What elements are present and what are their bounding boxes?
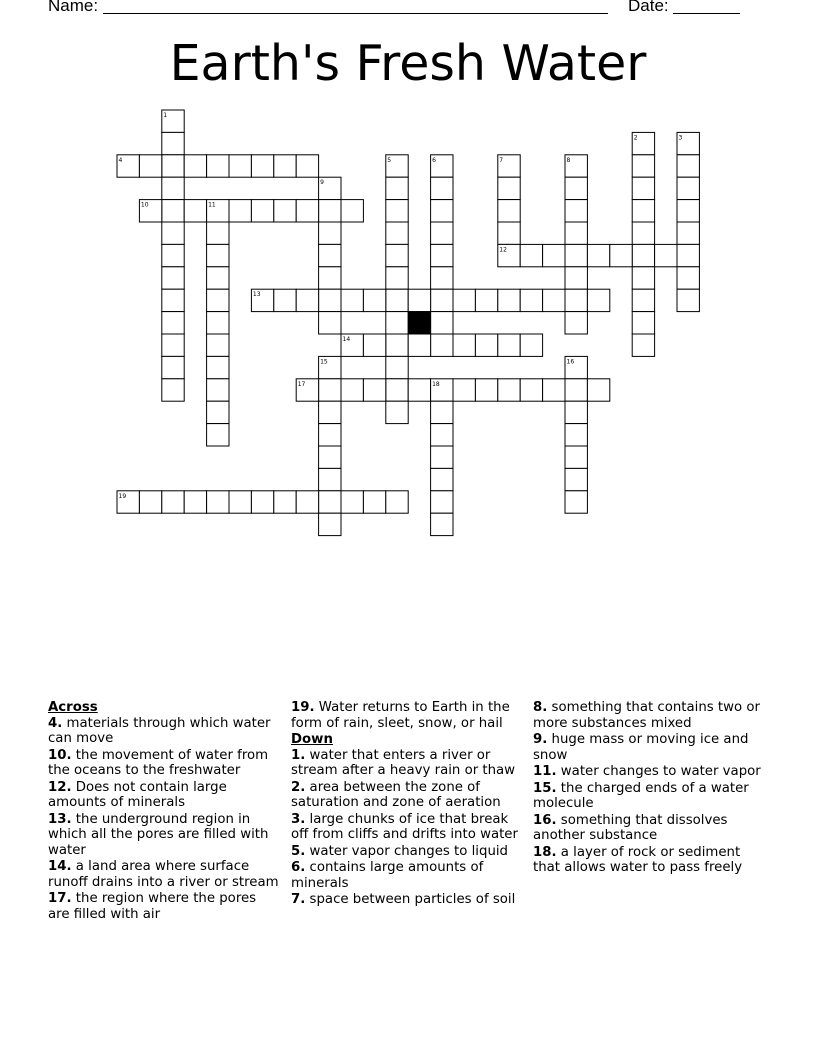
grid-cell[interactable]	[565, 267, 587, 289]
grid-cell[interactable]	[319, 267, 341, 289]
clue-number: 9	[320, 179, 324, 187]
grid-cell[interactable]	[319, 244, 341, 266]
grid-cell[interactable]	[408, 289, 430, 311]
grid-cell[interactable]	[207, 267, 229, 289]
grid-cell[interactable]	[498, 289, 520, 311]
grid-cell[interactable]	[229, 491, 251, 513]
clue-down-6: 6. contains large amounts of minerals	[291, 860, 484, 891]
grid-cell[interactable]	[184, 200, 206, 222]
grid-cell[interactable]	[139, 491, 161, 513]
grid-cell[interactable]	[162, 244, 184, 266]
grid-cell[interactable]	[431, 513, 453, 535]
grid-cell[interactable]	[296, 491, 318, 513]
grid-cell[interactable]	[677, 200, 699, 222]
grid-cell[interactable]	[587, 379, 609, 401]
grid-cell[interactable]	[431, 267, 453, 289]
clue-number: 7	[499, 156, 504, 164]
grid-cell[interactable]	[386, 200, 408, 222]
clue-across-19: 19. Water returns to Earth in the form of rain, sleet, snow, or hail	[291, 700, 510, 731]
clue-down-18: 18. a layer of rock or sediment that allows water to pass freely	[533, 844, 743, 875]
clue-number: 18	[432, 380, 440, 388]
clue-number: 6	[432, 156, 436, 164]
grid-cell[interactable]	[162, 155, 184, 177]
grid-cell[interactable]	[565, 312, 587, 334]
clue-down-8: 8. something that contains two or more substances mixed	[533, 700, 760, 731]
grid-cell[interactable]	[498, 177, 520, 199]
grid-cell[interactable]	[565, 222, 587, 244]
grid-cell[interactable]	[453, 334, 475, 356]
grid-cell[interactable]	[431, 222, 453, 244]
grid-cell[interactable]	[431, 424, 453, 446]
grid-cell[interactable]	[520, 379, 542, 401]
clue-across-10: 10. the movement of water from the oceans to the freshwater	[48, 747, 269, 778]
name-label: Name:	[48, 0, 99, 15]
grid-cell[interactable]	[184, 155, 206, 177]
grid-cell[interactable]	[632, 222, 654, 244]
grid-cell[interactable]	[319, 312, 341, 334]
clue-number: 16	[566, 358, 575, 366]
grid-cell[interactable]	[251, 200, 273, 222]
grid-cell[interactable]	[610, 244, 632, 266]
grid-cell[interactable]	[207, 401, 229, 423]
clue-across-12: 12. Does not contain large amounts of minerals	[48, 779, 227, 810]
grid-cell[interactable]	[565, 244, 587, 266]
clue-number: 3	[678, 134, 683, 142]
grid-cell[interactable]	[431, 289, 453, 311]
grid-cell[interactable]	[207, 379, 229, 401]
clue-number: 17	[297, 380, 306, 388]
grid-cell[interactable]	[498, 200, 520, 222]
clue-down-11: 11. water changes to water vapor	[533, 764, 761, 779]
grid-cell[interactable]	[386, 312, 408, 334]
grid-cell[interactable]	[475, 379, 497, 401]
grid-cell[interactable]	[319, 200, 341, 222]
grid-cell[interactable]	[655, 244, 677, 266]
grid-cell[interactable]	[386, 177, 408, 199]
grid-cell[interactable]	[408, 379, 430, 401]
grid-cell[interactable]	[207, 244, 229, 266]
grid-cell[interactable]	[431, 468, 453, 490]
clue-across-14: 14. a land area where surface runoff drains into a river or stream	[48, 859, 279, 890]
grid-cell[interactable]	[431, 177, 453, 199]
grid-cell[interactable]	[386, 267, 408, 289]
grid-cell[interactable]	[251, 491, 273, 513]
clue-number: 5	[387, 156, 392, 164]
grid-cell[interactable]	[296, 200, 318, 222]
grid-cell[interactable]	[274, 200, 296, 222]
grid-cell[interactable]	[341, 200, 363, 222]
grid-cell[interactable]	[162, 132, 184, 154]
across-heading: Across	[48, 700, 98, 715]
grid-cell[interactable]	[184, 491, 206, 513]
grid-cell[interactable]	[207, 289, 229, 311]
grid-cell[interactable]	[677, 222, 699, 244]
grid-cell[interactable]	[341, 289, 363, 311]
grid-cell[interactable]	[162, 289, 184, 311]
clue-down-1: 1. water that enters a river or stream after a heavy rain or thaw	[291, 747, 516, 778]
grid-cell[interactable]	[431, 491, 453, 513]
grid-cell[interactable]	[632, 155, 654, 177]
grid-cell[interactable]	[274, 289, 296, 311]
grid-cell[interactable]	[408, 334, 430, 356]
grid-cell[interactable]	[632, 177, 654, 199]
grid-cell[interactable]	[386, 491, 408, 513]
grid-cell[interactable]	[431, 446, 453, 468]
grid-cell[interactable]	[565, 289, 587, 311]
page-title: Earth's Fresh Water	[169, 35, 647, 92]
grid-cell[interactable]	[162, 267, 184, 289]
grid-cell[interactable]	[162, 491, 184, 513]
grid-cell[interactable]	[319, 289, 341, 311]
grid-cell[interactable]	[677, 155, 699, 177]
grid-cell[interactable]	[498, 222, 520, 244]
grid-cell[interactable]	[363, 334, 385, 356]
grid-cell[interactable]	[207, 222, 229, 244]
clue-down-9: 9. huge mass or moving ice and snow	[533, 732, 749, 763]
grid-cell[interactable]	[520, 289, 542, 311]
grid-cell[interactable]	[565, 401, 587, 423]
clues-column-2	[291, 700, 523, 909]
grid-cell[interactable]	[543, 244, 565, 266]
grid-cell[interactable]	[207, 424, 229, 446]
grid-cell[interactable]	[207, 155, 229, 177]
clue-across-13: 13. the underground region in which all the pores are filled with water	[48, 811, 269, 858]
grid-cell[interactable]	[162, 177, 184, 199]
grid-cell[interactable]	[453, 289, 475, 311]
grid-cell[interactable]	[319, 468, 341, 490]
grid-cell[interactable]	[386, 379, 408, 401]
grid-cell[interactable]	[341, 491, 363, 513]
grid-cell[interactable]	[363, 289, 385, 311]
grid-cell[interactable]	[565, 446, 587, 468]
grid-cell[interactable]	[296, 155, 318, 177]
grid-cell[interactable]	[207, 334, 229, 356]
grid-cell[interactable]	[274, 155, 296, 177]
clue-number: 11	[208, 201, 216, 209]
clue-number: 8	[566, 156, 571, 164]
grid-cell[interactable]	[386, 334, 408, 356]
clue-number: 10	[140, 201, 149, 209]
grid-cell[interactable]	[632, 267, 654, 289]
grid-cell[interactable]	[565, 468, 587, 490]
grid-cell[interactable]	[565, 491, 587, 513]
grid-cell[interactable]	[319, 491, 341, 513]
grid-cell[interactable]	[319, 446, 341, 468]
clue-number: 1	[163, 112, 168, 119]
grid-cell[interactable]	[319, 401, 341, 423]
grid-cell[interactable]	[475, 289, 497, 311]
grid-cell[interactable]	[453, 379, 475, 401]
grid-cell[interactable]	[386, 289, 408, 311]
grid-cell[interactable]	[207, 356, 229, 378]
clue-down-15: 15. the charged ends of a water molecule	[533, 780, 749, 811]
date-label: Date:	[628, 0, 669, 15]
grid-cell[interactable]	[162, 356, 184, 378]
clue-down-3: 3. large chunks of ice that break off from cliffs and drifts into water	[291, 811, 518, 842]
grid-cell[interactable]	[565, 200, 587, 222]
grid-cell[interactable]	[431, 312, 453, 334]
grid-cell[interactable]	[162, 379, 184, 401]
grid-cell[interactable]	[386, 401, 408, 423]
grid-cell[interactable]	[386, 222, 408, 244]
grid-cell[interactable]	[162, 312, 184, 334]
grid-cell[interactable]	[632, 312, 654, 334]
grid-cell[interactable]	[543, 379, 565, 401]
grid-cell[interactable]	[565, 379, 587, 401]
clue-number: 2	[633, 134, 638, 142]
grid-cell[interactable]	[587, 244, 609, 266]
grid-cell[interactable]	[677, 177, 699, 199]
grid-cell[interactable]	[162, 334, 184, 356]
grid-cell[interactable]	[207, 491, 229, 513]
clue-across-17: 17. the region where the pores are filled with air	[48, 891, 257, 922]
grid-cell[interactable]	[632, 334, 654, 356]
clue-across-4: 4. materials through which water can move	[48, 715, 271, 746]
grid-cell[interactable]	[431, 401, 453, 423]
grid-cell[interactable]	[677, 244, 699, 266]
down-heading: Down	[291, 732, 333, 747]
clues-column-3	[533, 700, 765, 877]
grid-cell[interactable]	[431, 244, 453, 266]
clue-down-16: 16. something that dissolves another substance	[533, 812, 728, 843]
clue-down-2: 2. area between the zone of saturation and zone of aeration	[291, 779, 501, 810]
grid-cell[interactable]	[319, 222, 341, 244]
grid-cell[interactable]	[229, 200, 251, 222]
grid-cell[interactable]	[677, 267, 699, 289]
clue-down-5: 5. water vapor changes to liquid	[291, 843, 509, 859]
grid-cell[interactable]	[296, 289, 318, 311]
grid-cell[interactable]	[587, 289, 609, 311]
clue-down-7: 7. space between particles of soil	[291, 892, 516, 907]
grid-cell[interactable]	[319, 379, 341, 401]
grid-cell[interactable]	[565, 424, 587, 446]
grid-cell[interactable]	[363, 491, 385, 513]
grid-cell[interactable]	[386, 244, 408, 266]
clue-number: 19	[118, 492, 127, 500]
grid-cell[interactable]	[251, 155, 273, 177]
grid-cell[interactable]	[498, 379, 520, 401]
grid-cell[interactable]	[632, 200, 654, 222]
grid-cell[interactable]	[632, 289, 654, 311]
clue-number: 12	[499, 246, 507, 254]
grid-cell[interactable]	[677, 289, 699, 311]
grid-cell[interactable]	[431, 200, 453, 222]
grid-cell[interactable]	[475, 334, 497, 356]
grid-cell[interactable]	[386, 356, 408, 378]
grid-cell[interactable]	[431, 334, 453, 356]
grid-cell[interactable]	[319, 513, 341, 535]
grid-cell[interactable]	[363, 379, 385, 401]
grid-cell[interactable]	[632, 244, 654, 266]
clue-number: 15	[320, 358, 328, 366]
grid-cell[interactable]	[229, 155, 251, 177]
grid-cell[interactable]	[520, 334, 542, 356]
grid-cell[interactable]	[139, 155, 161, 177]
grid-cell[interactable]	[543, 289, 565, 311]
black-cell	[408, 312, 430, 334]
clue-number: 4	[118, 156, 123, 164]
clue-number: 14	[342, 336, 351, 343]
clues-column-1	[48, 700, 280, 923]
grid-cell[interactable]	[162, 222, 184, 244]
grid-cell[interactable]	[341, 379, 363, 401]
grid-cell[interactable]	[207, 312, 229, 334]
grid-cell[interactable]	[319, 424, 341, 446]
grid-cell[interactable]	[274, 491, 296, 513]
clue-number: 13	[252, 291, 261, 299]
grid-cell[interactable]	[565, 177, 587, 199]
grid-cell[interactable]	[520, 244, 542, 266]
grid-cell[interactable]	[498, 334, 520, 356]
grid-cell[interactable]	[162, 200, 184, 222]
